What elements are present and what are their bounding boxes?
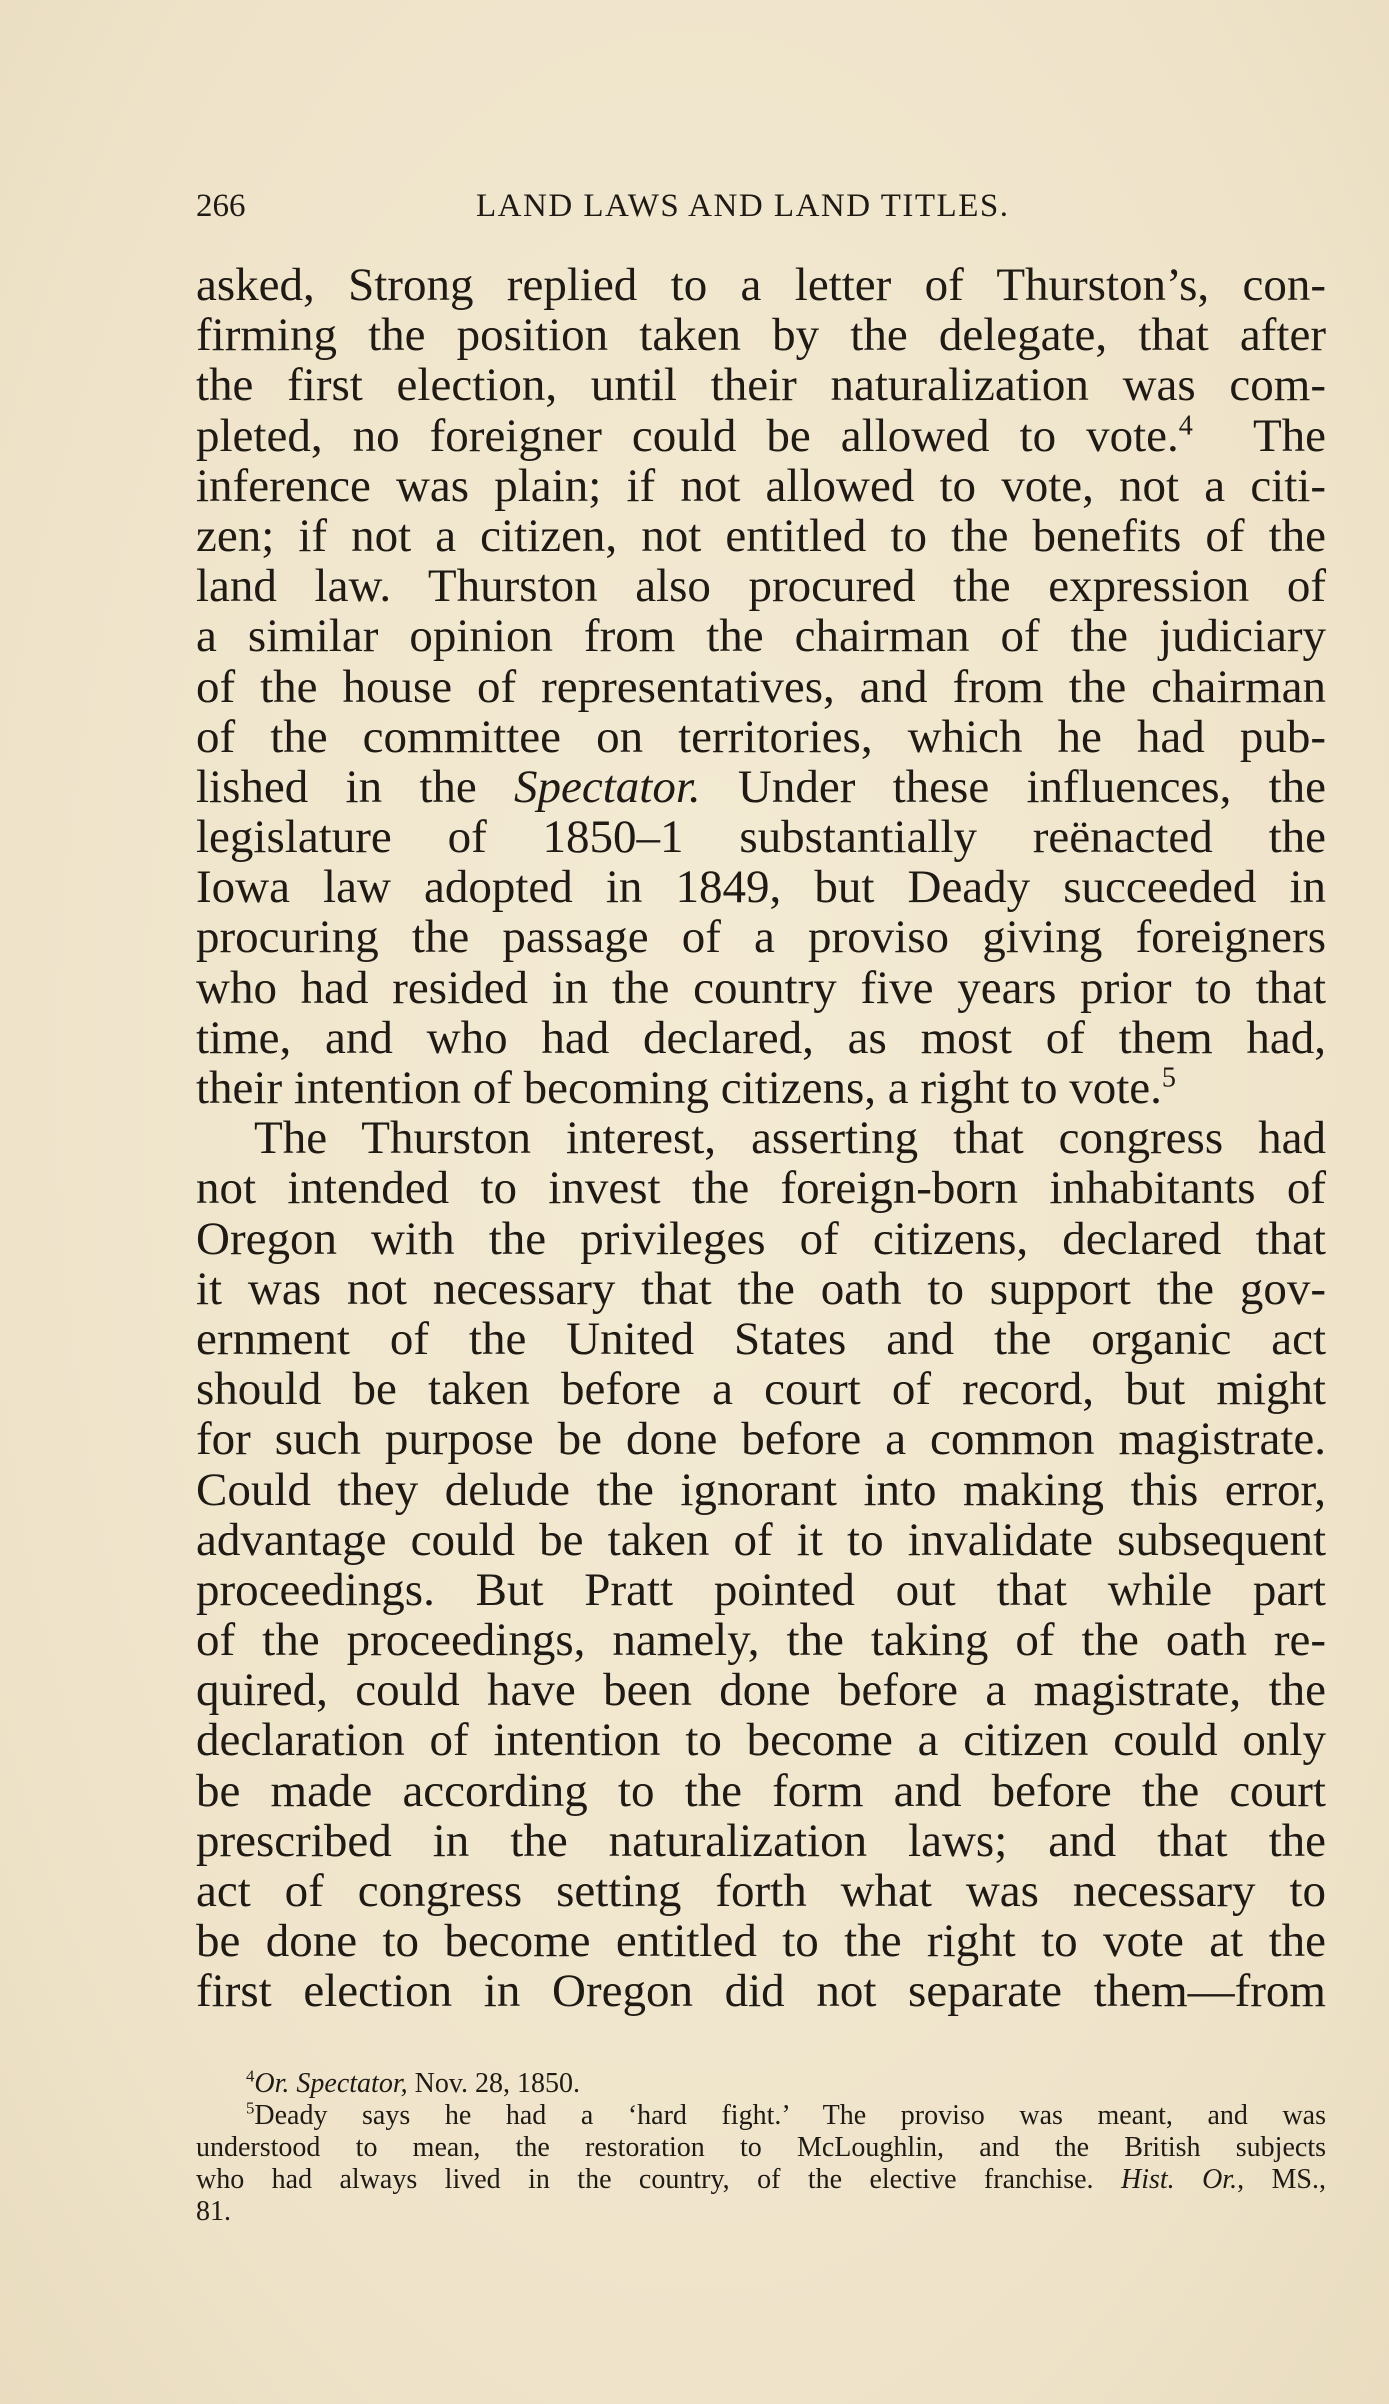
text-line: land law. Thurston also procured the expression of — [196, 560, 1326, 613]
footnote-5-source: Hist. Or. — [1120, 2164, 1238, 2195]
text-line: who had resided in the country five years prior to that — [196, 961, 1326, 1014]
text-line: not intended to invest the foreign-born inhabitants of — [196, 1162, 1326, 1215]
footnote-5-text: who had always lived in the country, of the elective franchise. — [196, 2164, 1121, 2195]
text-line: time, and who had declared, as most of them had, — [196, 1011, 1326, 1064]
text-line: of the committee on territories, which he had pub- — [196, 710, 1326, 763]
page-number: 266 — [196, 188, 246, 224]
text-line: of the house of representatives, and from the chairman — [196, 660, 1326, 713]
text-line-part: pleted, no foreigner could be allowed to vote. — [196, 409, 1179, 462]
text-line: ernment of the United States and the organic act — [196, 1312, 1326, 1365]
footnote-5-line: understood to mean, the restoration to McLoughlin, and the British subjects — [196, 2132, 1326, 2163]
text-line: of the proceedings, namely, the taking of the oath re- — [196, 1614, 1326, 1667]
footnote-5-line: 81. — [196, 2196, 231, 2227]
running-head: LAND LAWS AND LAND TITLES. — [476, 188, 1010, 224]
text-line: be done to become entitled to the right to vote at the — [196, 1915, 1326, 1968]
page-header — [196, 188, 1326, 232]
text-line: zen; if not a citizen, not entitled to the benefits of the — [196, 509, 1326, 562]
text-line: should be taken before a court of record, but might — [196, 1363, 1326, 1416]
text-line: proceedings. But Pratt pointed out that while part — [196, 1563, 1326, 1616]
text-line — [196, 411, 1326, 461]
footnote-4-marker: 4 — [246, 2066, 255, 2086]
footnotes — [196, 2068, 1326, 2228]
text-line: advantage could be taken of it to invalidate subsequent — [196, 1513, 1326, 1566]
text-line-tail: Under these influences, the — [700, 760, 1326, 813]
text-line-tail: The — [1252, 409, 1327, 462]
text-line: Oregon with the privileges of citizens, declared that — [196, 1212, 1326, 1265]
footnote-4-text: Nov. 28, 1850. — [407, 2068, 581, 2099]
text-line-part: their intention of becoming citizens, a right to vote. — [196, 1062, 1162, 1114]
footnote-ref-5: 5 — [1161, 1062, 1176, 1094]
footnote-ref-4: 4 — [1178, 409, 1193, 441]
text-line: legislature of 1850–1 substantially reënacted the — [196, 811, 1326, 864]
footnote-5-text: , MS., — [1237, 2164, 1326, 2195]
footnote-4-source: Or. Spectator, — [254, 2068, 408, 2099]
text-line: be made according to the form and before the court — [196, 1764, 1326, 1817]
footnote-5-marker: 5 — [246, 2098, 255, 2118]
text-line: asked, Strong replied to a letter of Thurston’s, con- — [196, 259, 1326, 311]
text-line: a similar opinion from the chairman of the judiciary — [196, 610, 1326, 663]
footnote-4 — [196, 2068, 1326, 2100]
text-line: Iowa law adopted in 1849, but Deady succeeded in — [196, 861, 1326, 914]
text-line: first election in Oregon did not separate them—from — [196, 1965, 1326, 2018]
text-line: Could they delude the ignorant into making this error, — [196, 1463, 1326, 1516]
text-line: prescribed in the naturalization laws; and that the — [196, 1814, 1326, 1867]
text-line — [196, 1063, 1326, 1113]
text-line: declaration of intention to become a citizen could only — [196, 1714, 1326, 1767]
text-line: the first election, until their naturalization was com- — [196, 359, 1326, 412]
text-line: for such purpose be done before a common magistrate. — [196, 1413, 1326, 1466]
spectator-title: Spectator. — [514, 760, 701, 813]
text-line: inference was plain; if not allowed to vote, not a citi- — [196, 459, 1326, 512]
text-line-part: lished in the — [196, 760, 514, 813]
text-line: firming the position taken by the delegate, that after — [196, 309, 1326, 362]
text-line — [196, 762, 1326, 812]
footnote-5-text: Deady says he had a ‘hard fight.’ The proviso was meant, and was — [254, 2100, 1326, 2131]
text-line: act of congress setting forth what was necessary to — [196, 1865, 1326, 1917]
footnote-5-line — [196, 2164, 1326, 2196]
text-line: quired, could have been done before a magistrate, the — [196, 1664, 1326, 1717]
paragraph-start-line: The Thurston interest, asserting that congress had — [254, 1112, 1326, 1165]
footnote-5-line — [196, 2100, 1326, 2132]
text-line: procuring the passage of a proviso giving foreigners — [196, 911, 1326, 964]
body-text — [196, 260, 1326, 2017]
text-line: it was not necessary that the oath to support the gov- — [196, 1262, 1326, 1315]
